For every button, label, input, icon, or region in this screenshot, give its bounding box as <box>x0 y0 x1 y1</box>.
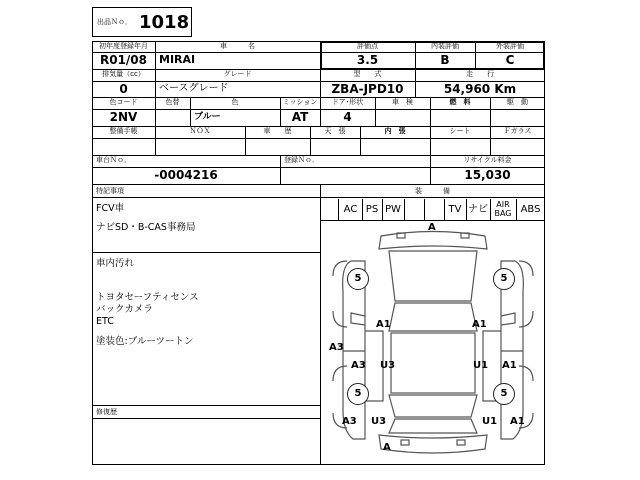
header-history: 車 歴 <box>263 127 292 135</box>
equipment-ps: PS <box>365 204 379 215</box>
lot-number-label: 出品Ｎｏ． <box>97 18 132 26</box>
remark-line: FCV車 <box>96 203 125 214</box>
damage-mark: A1 <box>376 319 391 330</box>
equipment-tv: TV <box>448 204 462 215</box>
header-equipment: 装 備 <box>415 187 450 195</box>
header-repair-history: 修復歴 <box>96 408 117 416</box>
header-headliner: 天 張 <box>324 127 346 135</box>
remark-line: バックカメラ <box>96 304 154 315</box>
damage-mark: A1 <box>472 319 487 330</box>
header-chassis-number: 車台Ｎｏ． <box>96 156 131 164</box>
value-color: ブルー <box>194 112 221 122</box>
header-maintenance-record: 整備手帳 <box>109 127 138 135</box>
header-car-name: 車 名 <box>220 42 255 50</box>
damage-mark: A3 <box>351 360 366 371</box>
header-color-code: 色コード <box>109 98 138 106</box>
tire-front-left: 5 <box>347 268 369 290</box>
tire-front-right: 5 <box>493 268 515 290</box>
damage-mark: U3 <box>380 360 396 371</box>
value-mileage: 54,960 Km <box>443 82 517 96</box>
tire-rear-right: 5 <box>493 383 515 405</box>
header-transmission: ミッション <box>282 98 318 106</box>
damage-mark: U3 <box>371 416 387 427</box>
remark-line: 塗装色:ブルーツートン <box>96 336 194 347</box>
header-drive: 駆 動 <box>507 98 528 106</box>
value-car-name: MIRAI <box>159 53 196 66</box>
remark-line: ETC <box>96 316 114 327</box>
header-displacement: 排気量（cc） <box>102 70 145 78</box>
equipment-airbag: AIR BAG <box>494 200 512 218</box>
header-nox: ＮＯＸ <box>189 127 211 135</box>
value-interior-grade: B <box>440 53 450 67</box>
lot-number-value: 1018 <box>139 12 190 33</box>
header-model-code: 型 式 <box>353 70 382 78</box>
damage-mark: A <box>383 442 391 453</box>
header-interior-grade: 内装評価 <box>431 42 459 50</box>
tire-rear-left: 5 <box>347 383 369 405</box>
header-score: 評価点 <box>357 42 378 50</box>
damage-mark: A1 <box>510 416 525 427</box>
header-front-glass: Ｆガラス <box>503 127 532 135</box>
value-score: 3.5 <box>356 53 379 67</box>
damage-mark: A <box>428 222 436 233</box>
equipment-abs: ABS <box>520 204 541 215</box>
header-color-change: 色替 <box>165 98 180 106</box>
header-interior-trim: 内 張 <box>384 127 406 135</box>
value-recycle-fee: 15,030 <box>464 168 511 182</box>
header-doors: ドア･形状 <box>331 98 364 106</box>
value-grade: ベースグレード <box>159 83 229 94</box>
value-color-code: 2NV <box>109 110 138 124</box>
header-inspection: 車 検 <box>392 98 413 106</box>
header-grade: グレード <box>223 70 252 78</box>
lot-number-box <box>92 7 192 37</box>
header-seat: シート <box>449 127 471 135</box>
equipment-pw: PW <box>385 204 401 215</box>
damage-mark: U1 <box>473 360 489 371</box>
header-registration-number: 登録Ｎｏ． <box>284 156 319 164</box>
remark-line: 車内汚れ <box>96 258 135 269</box>
damage-mark: A1 <box>502 360 517 371</box>
header-mileage: 走 行 <box>466 70 494 78</box>
value-transmission: AT <box>291 110 309 124</box>
damage-mark: U1 <box>482 416 498 427</box>
damage-mark: A3 <box>329 342 344 353</box>
equipment-navi: ナビ <box>468 204 488 215</box>
header-exterior-grade: 外装評価 <box>496 42 524 50</box>
value-model-code: ZBA-JPD10 <box>331 82 404 96</box>
value-doors: 4 <box>343 110 352 124</box>
header-recycle-fee: リサイクル料金 <box>463 156 512 164</box>
value-displacement: 0 <box>119 82 128 96</box>
damage-mark: A3 <box>342 416 357 427</box>
value-exterior-grade: C <box>505 53 515 67</box>
remark-line: ナビSD・B-CAS事務局 <box>96 222 196 233</box>
header-remarks: 特記事項 <box>96 187 124 195</box>
equipment-ac: AC <box>343 204 358 215</box>
header-fuel: 燃 料 <box>449 98 471 106</box>
header-first-registration: 初年度登録年月 <box>99 42 148 50</box>
value-chassis-number: -0004216 <box>154 168 218 182</box>
header-color: 色 <box>231 98 239 106</box>
value-first-registration: R01/08 <box>99 53 148 67</box>
remark-line: トヨタセーフティセンス <box>96 292 199 303</box>
